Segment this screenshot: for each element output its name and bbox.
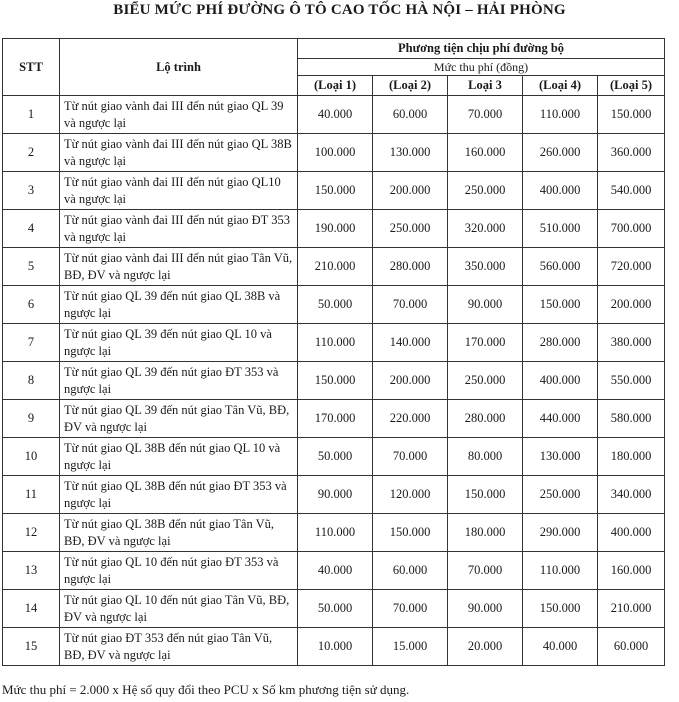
row-route: Từ nút giao QL 10 đến nút giao ĐT 353 và ngược lại <box>60 552 298 590</box>
row-fee-class-5: 720.000 <box>598 248 665 286</box>
row-stt: 10 <box>3 438 60 476</box>
row-route: Từ nút giao QL 38B đến nút giao QL 10 và ngược lại <box>60 438 298 476</box>
row-fee-class-2: 280.000 <box>373 248 448 286</box>
table-row <box>3 590 665 628</box>
row-fee-class-4: 250.000 <box>523 476 598 514</box>
table-row <box>3 362 665 400</box>
row-fee-class-3: 280.000 <box>448 400 523 438</box>
row-fee-class-1: 10.000 <box>298 628 373 666</box>
row-fee-class-2: 150.000 <box>373 514 448 552</box>
row-route: Từ nút giao vành đai III đến nút giao Tân Vũ, BĐ, ĐV và ngược lại <box>60 248 298 286</box>
row-fee-class-4: 110.000 <box>523 552 598 590</box>
row-fee-class-1: 40.000 <box>298 552 373 590</box>
row-fee-class-4: 40.000 <box>523 628 598 666</box>
row-fee-class-2: 60.000 <box>373 96 448 134</box>
row-fee-class-3: 70.000 <box>448 552 523 590</box>
row-stt: 14 <box>3 590 60 628</box>
row-fee-class-2: 220.000 <box>373 400 448 438</box>
row-fee-class-2: 70.000 <box>373 286 448 324</box>
row-fee-class-1: 50.000 <box>298 590 373 628</box>
document-title: BIỂU MỨC PHÍ ĐƯỜNG Ô TÔ CAO TỐC HÀ NỘI – HẢI PHÒNG <box>113 2 566 18</box>
row-fee-class-4: 440.000 <box>523 400 598 438</box>
row-fee-class-5: 380.000 <box>598 324 665 362</box>
header-route: Lộ trình <box>60 39 298 96</box>
row-stt: 9 <box>3 400 60 438</box>
row-fee-class-1: 110.000 <box>298 324 373 362</box>
row-fee-class-4: 400.000 <box>523 172 598 210</box>
row-fee-class-1: 100.000 <box>298 134 373 172</box>
row-fee-class-4: 110.000 <box>523 96 598 134</box>
row-fee-class-5: 150.000 <box>598 96 665 134</box>
row-fee-class-2: 60.000 <box>373 552 448 590</box>
row-fee-class-4: 150.000 <box>523 286 598 324</box>
row-fee-class-1: 110.000 <box>298 514 373 552</box>
row-fee-class-2: 70.000 <box>373 590 448 628</box>
row-fee-class-5: 400.000 <box>598 514 665 552</box>
row-stt: 11 <box>3 476 60 514</box>
row-fee-class-4: 130.000 <box>523 438 598 476</box>
row-fee-class-3: 70.000 <box>448 96 523 134</box>
row-fee-class-3: 170.000 <box>448 324 523 362</box>
table-row <box>3 438 665 476</box>
row-fee-class-1: 150.000 <box>298 362 373 400</box>
row-fee-class-3: 160.000 <box>448 134 523 172</box>
header-fee-unit: Mức thu phí (đồng) <box>298 59 665 76</box>
row-fee-class-1: 210.000 <box>298 248 373 286</box>
row-fee-class-5: 700.000 <box>598 210 665 248</box>
row-route: Từ nút giao vành đai III đến nút giao QL 38B và ngược lại <box>60 134 298 172</box>
row-stt: 6 <box>3 286 60 324</box>
table-row <box>3 96 665 134</box>
row-route: Từ nút giao vành đai III đến nút giao QL 39 và ngược lại <box>60 96 298 134</box>
row-fee-class-5: 180.000 <box>598 438 665 476</box>
row-stt: 3 <box>3 172 60 210</box>
row-fee-class-5: 540.000 <box>598 172 665 210</box>
table-row <box>3 134 665 172</box>
row-fee-class-5: 200.000 <box>598 286 665 324</box>
table-row <box>3 400 665 438</box>
row-fee-class-2: 140.000 <box>373 324 448 362</box>
row-fee-class-5: 210.000 <box>598 590 665 628</box>
header-class-4: (Loại 4) <box>523 76 598 96</box>
row-fee-class-4: 260.000 <box>523 134 598 172</box>
row-fee-class-5: 580.000 <box>598 400 665 438</box>
header-stt: STT <box>3 39 60 96</box>
row-fee-class-4: 290.000 <box>523 514 598 552</box>
row-fee-class-5: 340.000 <box>598 476 665 514</box>
row-route: Từ nút giao QL 38B đến nút giao ĐT 353 và ngược lại <box>60 476 298 514</box>
row-fee-class-5: 60.000 <box>598 628 665 666</box>
table-row <box>3 552 665 590</box>
row-route: Từ nút giao QL 39 đến nút giao QL 10 và ngược lại <box>60 324 298 362</box>
row-fee-class-4: 510.000 <box>523 210 598 248</box>
fee-formula-note: Mức thu phí = 2.000 x Hệ số quy đổi theo PCU x Số km phương tiện sử dụng. <box>2 682 410 697</box>
row-fee-class-2: 200.000 <box>373 172 448 210</box>
header-vehicle: Phương tiện chịu phí đường bộ <box>298 39 665 59</box>
table-row <box>3 476 665 514</box>
row-route: Từ nút giao QL 38B đến nút giao Tân Vũ, BĐ, ĐV và ngược lại <box>60 514 298 552</box>
row-stt: 4 <box>3 210 60 248</box>
row-fee-class-3: 250.000 <box>448 362 523 400</box>
row-fee-class-3: 250.000 <box>448 172 523 210</box>
row-fee-class-1: 50.000 <box>298 286 373 324</box>
row-fee-class-1: 150.000 <box>298 172 373 210</box>
row-fee-class-1: 170.000 <box>298 400 373 438</box>
row-fee-class-4: 560.000 <box>523 248 598 286</box>
row-fee-class-3: 350.000 <box>448 248 523 286</box>
row-stt: 15 <box>3 628 60 666</box>
row-fee-class-3: 20.000 <box>448 628 523 666</box>
row-fee-class-3: 90.000 <box>448 286 523 324</box>
row-fee-class-3: 320.000 <box>448 210 523 248</box>
row-fee-class-2: 70.000 <box>373 438 448 476</box>
row-fee-class-1: 40.000 <box>298 96 373 134</box>
row-route: Từ nút giao ĐT 353 đến nút giao Tân Vũ, BĐ, ĐV và ngược lại <box>60 628 298 666</box>
row-stt: 2 <box>3 134 60 172</box>
header-class-2: (Loại 2) <box>373 76 448 96</box>
row-fee-class-3: 90.000 <box>448 590 523 628</box>
row-fee-class-1: 50.000 <box>298 438 373 476</box>
row-fee-class-3: 180.000 <box>448 514 523 552</box>
table-row <box>3 628 665 666</box>
row-fee-class-1: 190.000 <box>298 210 373 248</box>
row-stt: 13 <box>3 552 60 590</box>
row-stt: 5 <box>3 248 60 286</box>
row-fee-class-5: 160.000 <box>598 552 665 590</box>
row-fee-class-1: 90.000 <box>298 476 373 514</box>
table-row <box>3 514 665 552</box>
row-fee-class-2: 120.000 <box>373 476 448 514</box>
header-class-5: (Loại 5) <box>598 76 665 96</box>
table-row <box>3 286 665 324</box>
row-route: Từ nút giao QL 39 đến nút giao Tân Vũ, BĐ, ĐV và ngược lại <box>60 400 298 438</box>
row-fee-class-5: 360.000 <box>598 134 665 172</box>
row-fee-class-4: 280.000 <box>523 324 598 362</box>
row-fee-class-4: 150.000 <box>523 590 598 628</box>
row-fee-class-3: 150.000 <box>448 476 523 514</box>
row-fee-class-2: 250.000 <box>373 210 448 248</box>
row-stt: 1 <box>3 96 60 134</box>
row-stt: 12 <box>3 514 60 552</box>
row-fee-class-2: 200.000 <box>373 362 448 400</box>
toll-fee-table <box>2 38 665 666</box>
row-route: Từ nút giao vành đai III đến nút giao ĐT 353 và ngược lại <box>60 210 298 248</box>
table-row <box>3 324 665 362</box>
row-fee-class-2: 15.000 <box>373 628 448 666</box>
row-route: Từ nút giao vành đai III đến nút giao QL10 và ngược lại <box>60 172 298 210</box>
table-row <box>3 210 665 248</box>
row-route: Từ nút giao QL 39 đến nút giao ĐT 353 và ngược lại <box>60 362 298 400</box>
row-fee-class-2: 130.000 <box>373 134 448 172</box>
row-fee-class-5: 550.000 <box>598 362 665 400</box>
header-class-3: Loại 3 <box>448 76 523 96</box>
table-row <box>3 172 665 210</box>
header-class-1: (Loại 1) <box>298 76 373 96</box>
row-route: Từ nút giao QL 39 đến nút giao QL 38B và ngược lại <box>60 286 298 324</box>
table-row <box>3 248 665 286</box>
row-fee-class-3: 80.000 <box>448 438 523 476</box>
row-fee-class-4: 400.000 <box>523 362 598 400</box>
row-route: Từ nút giao QL 10 đến nút giao Tân Vũ, BĐ, ĐV và ngược lại <box>60 590 298 628</box>
row-stt: 8 <box>3 362 60 400</box>
row-stt: 7 <box>3 324 60 362</box>
